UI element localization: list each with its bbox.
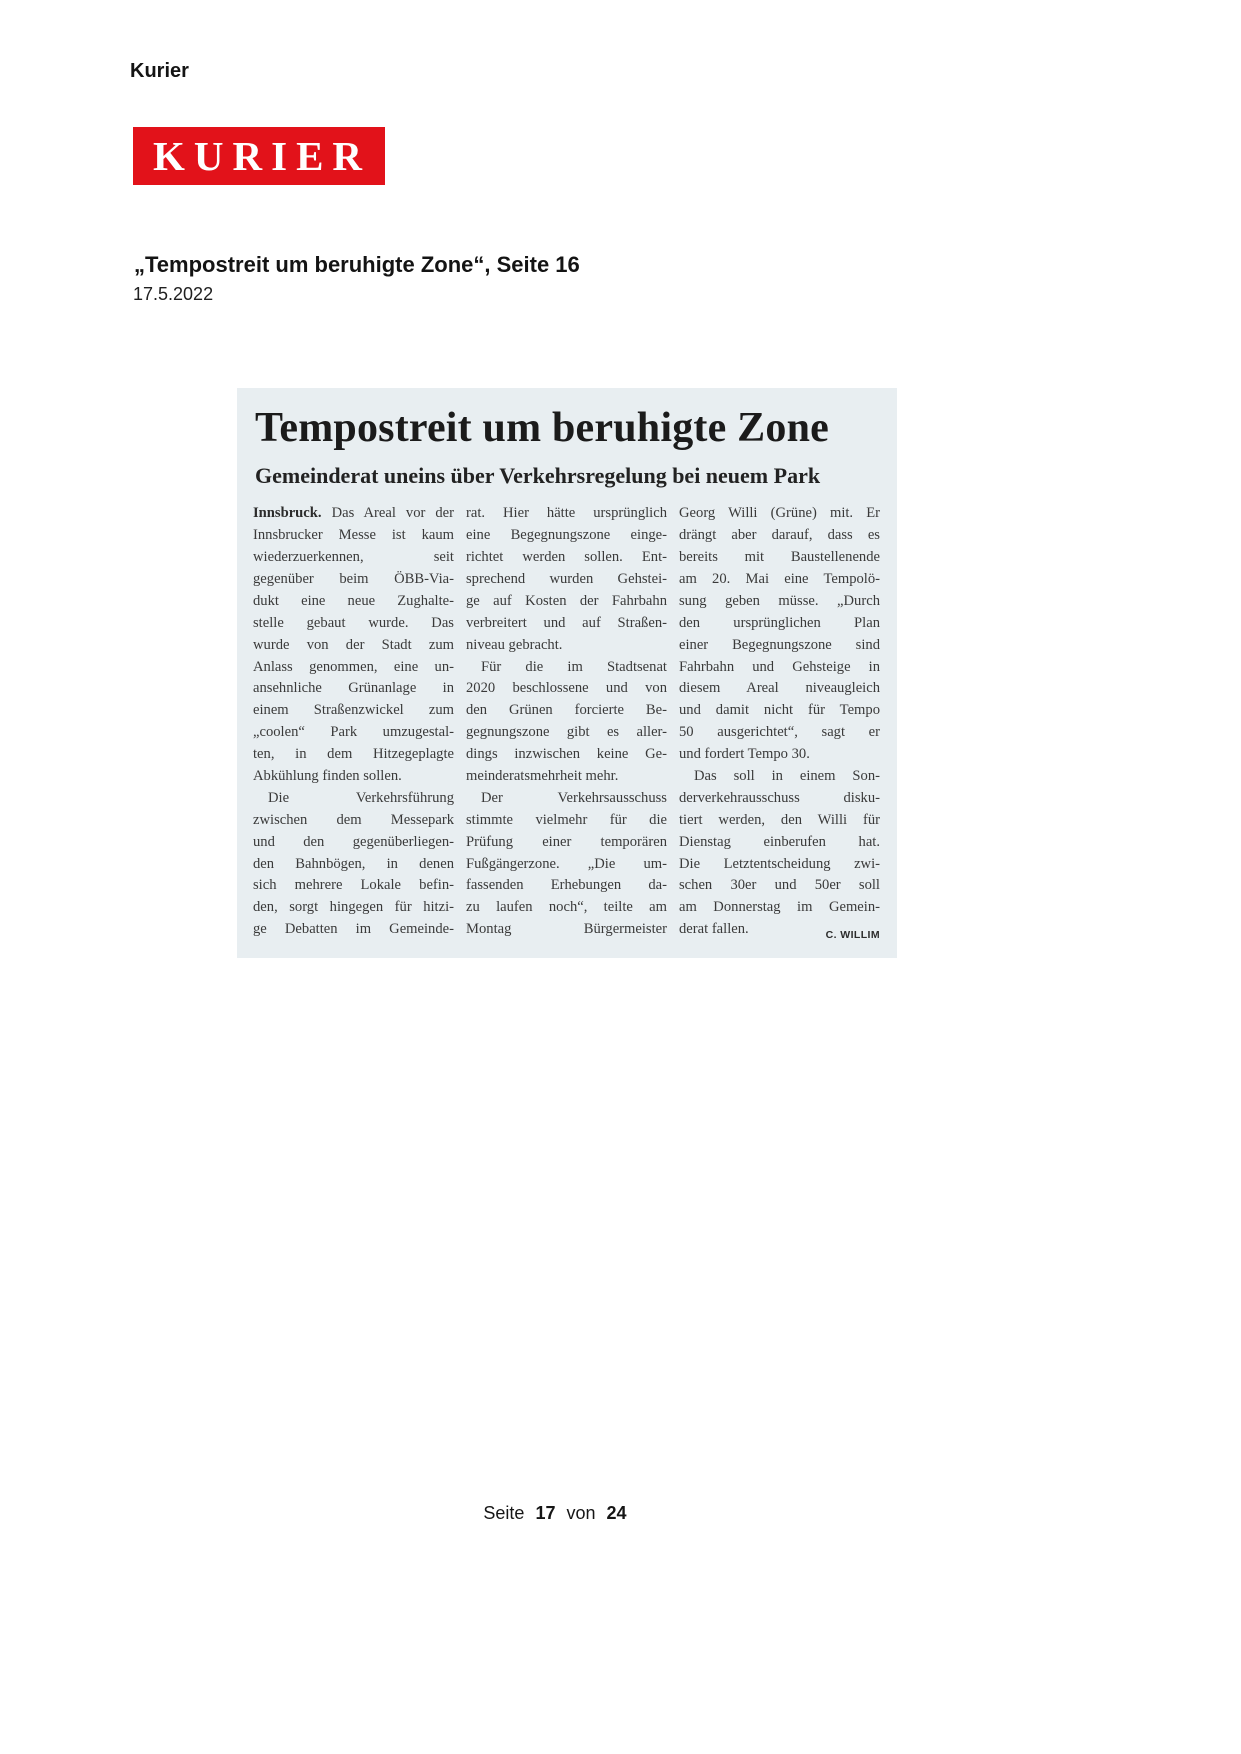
article-column-1 xyxy=(253,503,454,941)
footer-page-total: 24 xyxy=(606,1503,627,1523)
article-line: 50 ausgerichtet“, sagt er xyxy=(679,724,880,741)
article-line: Der Verkehrsausschuss xyxy=(481,789,667,806)
article-line: und fordert Tempo 30. xyxy=(679,746,810,763)
article-line: verbreitert und auf Straßen- xyxy=(466,614,667,631)
article-line: stimmte vielmehr für die xyxy=(466,811,667,828)
article-line: Die Verkehrsführung xyxy=(268,789,454,806)
article-line: sich mehrere Lokale befin- xyxy=(253,877,454,894)
article-line: eine Begegnungszone einge- xyxy=(466,527,667,544)
footer-label-page: Seite xyxy=(483,1503,525,1523)
article-line: Prüfung einer temporären xyxy=(466,833,667,850)
article-line: Montag Bürgermeister xyxy=(466,921,667,938)
article-line: Innsbruck. Das Areal vor der xyxy=(253,505,454,522)
article-line: wiederzuerkennen, seit xyxy=(253,549,454,566)
article-line: stelle gebaut wurde. Das xyxy=(253,614,454,631)
article-line: Das soll in einem Son- xyxy=(694,767,880,784)
article-line: einem Straßenzwickel zum xyxy=(253,702,454,719)
article-line: gegenüber beim ÖBB-Via- xyxy=(253,570,454,587)
article-line: diesem Areal niveaugleich xyxy=(679,680,880,697)
article-line: ge auf Kosten der Fahrbahn xyxy=(466,592,667,609)
article-column-2 xyxy=(466,503,667,941)
article-line: am 20. Mai eine Tempolö- xyxy=(679,570,880,587)
article-line: Für die im Stadtsenat xyxy=(481,658,667,675)
article-line: richtet werden sollen. Ent- xyxy=(466,549,667,566)
article-line: dukt eine neue Zughalte- xyxy=(253,592,454,609)
article-line: wurde von der Stadt zum xyxy=(253,636,454,653)
article-line: Innsbrucker Messe ist kaum xyxy=(253,527,454,544)
article-line: gegnungszone gibt es aller- xyxy=(466,724,667,741)
article-line: schen 30er und 50er soll xyxy=(679,877,880,894)
article-line: niveau gebracht. xyxy=(466,636,563,653)
article-line: 2020 beschlossene und von xyxy=(466,680,667,697)
article-line: C. WILLIM derat fallen. xyxy=(679,919,880,941)
article-line: Abkühlung finden sollen. xyxy=(253,767,402,784)
article-line: ansehnliche Grünanlage in xyxy=(253,680,454,697)
article-line: „coolen“ Park umzugestal- xyxy=(253,724,454,741)
author-byline: C. WILLIM xyxy=(825,929,880,942)
article-line: sprechend wurden Gehstei- xyxy=(466,570,667,587)
article-line: einer Begegnungszone sind xyxy=(679,636,880,653)
clipping-subtitle: Gemeinderat uneins über Verkehrsregelung bei neuem Park xyxy=(255,463,821,489)
kurier-logo-text: KURIER xyxy=(153,132,372,179)
article-line: und den gegenüberliegen- xyxy=(253,833,454,850)
clipping-title: Tempostreit um beruhigte Zone xyxy=(255,405,829,451)
article-line: zu laufen noch“, teilte am xyxy=(466,899,667,916)
article-line: sung geben müsse. „Durch xyxy=(679,592,880,609)
page-footer xyxy=(130,1503,980,1524)
article-line: tiert werden, den Willi für xyxy=(679,811,880,828)
article-line: dings inzwischen keine Ge- xyxy=(466,746,667,763)
article-line: den Grünen forcierte Be- xyxy=(466,702,667,719)
article-line: den ursprünglichen Plan xyxy=(679,614,880,631)
article-line: ten, in dem Hitzegeplagte xyxy=(253,746,454,763)
article-date: 17.5.2022 xyxy=(133,284,214,304)
article-line: rat. Hier hätte ursprünglich xyxy=(466,505,667,522)
article-line: Georg Willi (Grüne) mit. Er xyxy=(679,505,880,522)
article-body xyxy=(253,503,881,941)
article-column-3 xyxy=(679,503,880,941)
article-line: drängt aber darauf, dass es xyxy=(679,527,880,544)
dateline-lead: Innsbruck. xyxy=(253,505,322,522)
footer-page-current: 17 xyxy=(535,1503,556,1523)
newspaper-clipping xyxy=(237,388,897,958)
article-reference-headline: „Tempostreit um beruhigte Zone“, Seite 16 xyxy=(134,252,580,277)
article-line: den, sorgt hingegen für hitzi- xyxy=(253,899,454,916)
article-line: Fahrbahn und Gehsteige in xyxy=(679,658,880,675)
article-line: Die Letztentscheidung zwi- xyxy=(679,855,880,872)
footer-label-of: von xyxy=(566,1503,596,1523)
kurier-logo xyxy=(133,127,385,185)
article-line: meinderatsmehrheit mehr. xyxy=(466,767,619,784)
article-line: Fußgängerzone. „Die um- xyxy=(466,855,667,872)
article-line: Anlass genommen, eine un- xyxy=(253,658,454,675)
article-line: fassenden Erhebungen da- xyxy=(466,877,667,894)
article-line: am Donnerstag im Gemein- xyxy=(679,899,880,916)
article-line: und damit nicht für Tempo xyxy=(679,702,880,719)
article-line: den Bahnbögen, in denen xyxy=(253,855,454,872)
article-line: ge Debatten im Gemeinde- xyxy=(253,921,454,938)
article-line: bereits mit Baustellenende xyxy=(679,549,880,566)
article-line: Dienstag einberufen hat. xyxy=(679,833,880,850)
source-label: Kurier xyxy=(130,60,189,82)
article-line: zwischen dem Messepark xyxy=(253,811,454,828)
article-line: derverkehrausschuss disku- xyxy=(679,789,880,806)
